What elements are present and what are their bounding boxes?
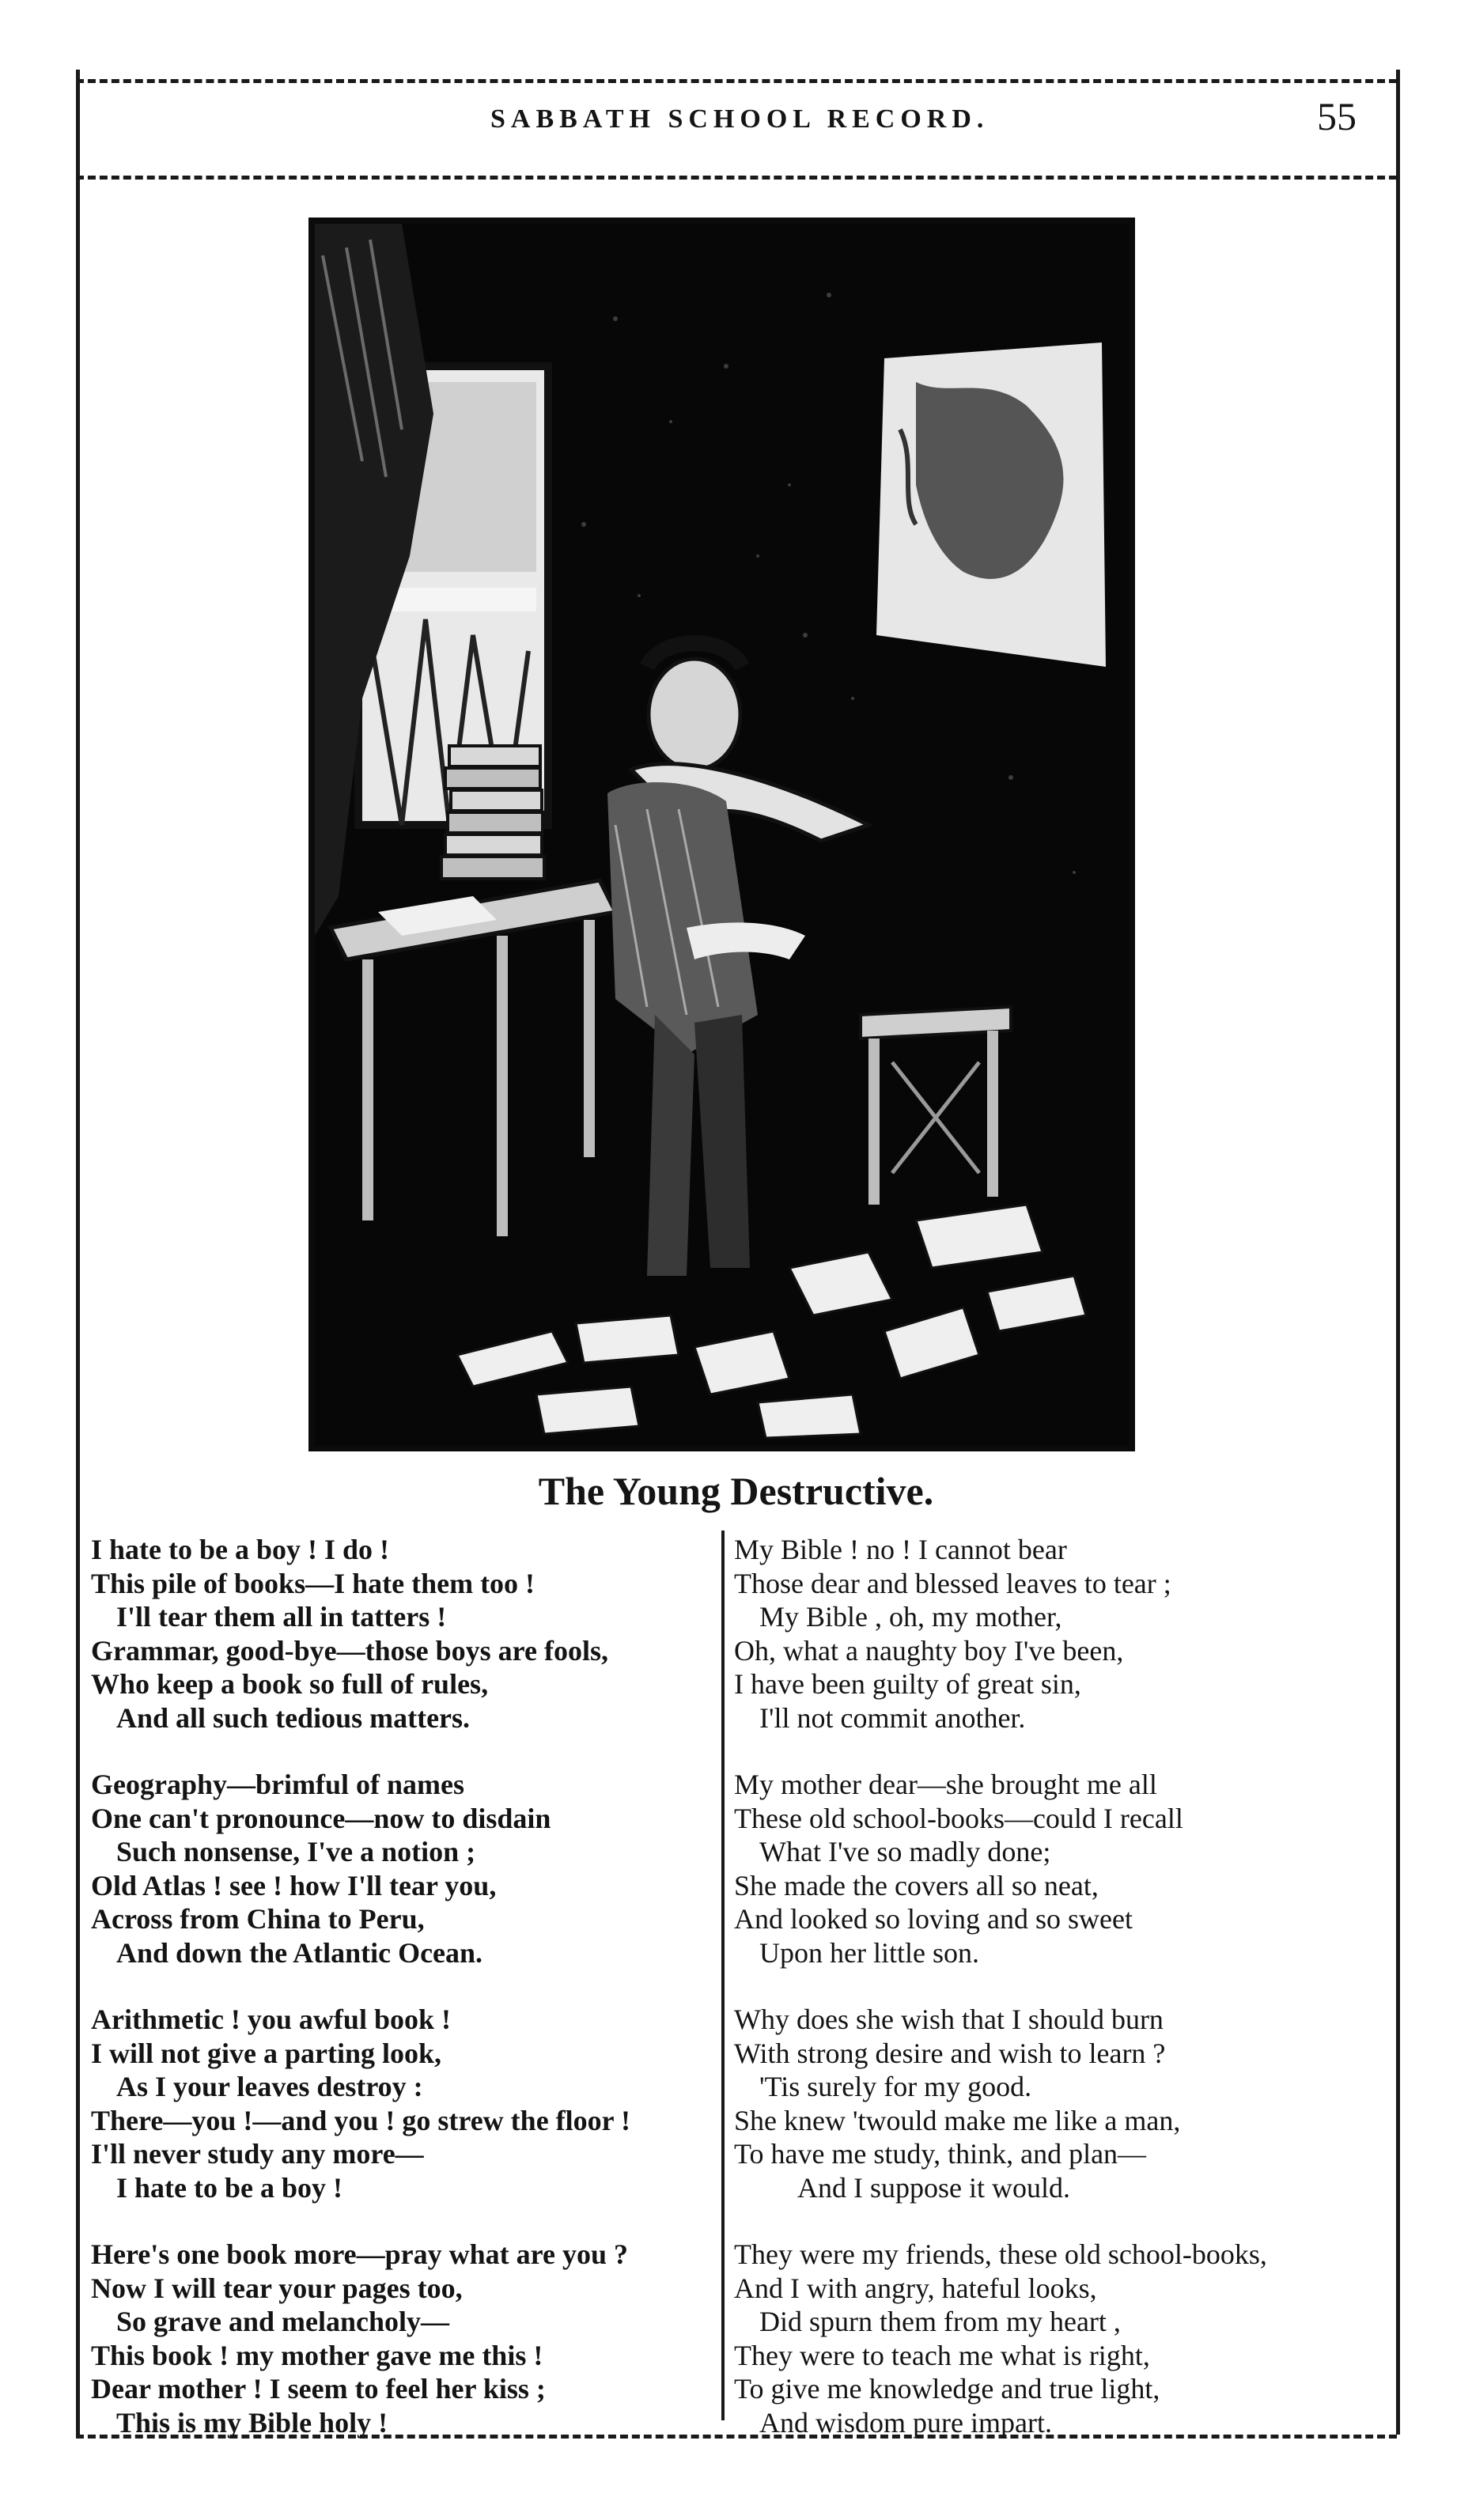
poem-line: This is my Bible holy ! xyxy=(116,2406,388,2439)
poem-line: I will not give a parting look, xyxy=(91,2037,442,2069)
poem-line: I'll never study any more— xyxy=(91,2138,424,2170)
stanza xyxy=(734,2238,1367,2439)
stanza xyxy=(734,2003,1367,2204)
poem-line: My Bible , oh, my mother, xyxy=(759,1601,1062,1633)
poem-line: And I suppose it would. xyxy=(797,2171,1070,2204)
poem-line: Oh, what a naughty boy I've been, xyxy=(734,1634,1124,1667)
poem-line: Old Atlas ! see ! how I'll tear you, xyxy=(91,1869,497,1901)
book-stack xyxy=(441,746,544,879)
stanza xyxy=(91,1768,716,1969)
page-number: 55 xyxy=(1317,94,1357,138)
poem-line: And wisdom pure impart. xyxy=(759,2406,1052,2439)
poem-line: My Bible ! no ! I cannot bear xyxy=(734,1534,1067,1565)
poem-left-column xyxy=(91,1533,716,2473)
poem-line: She made the covers all so neat, xyxy=(734,1869,1099,1901)
poem-line: I hate to be a boy ! I do ! xyxy=(91,1534,390,1565)
poem-line: And looked so loving and so sweet xyxy=(734,1903,1133,1935)
poem-line: Across from China to Peru, xyxy=(91,1903,425,1935)
poem-line: This book ! my mother gave me this ! xyxy=(91,2339,543,2371)
poem-line: Arithmetic ! you awful book ! xyxy=(91,2004,451,2035)
poem-line: Dear mother ! I seem to feel her kiss ; xyxy=(91,2373,546,2405)
poem-line: What I've so madly done; xyxy=(759,1836,1051,1867)
poem-line: I'll not commit another. xyxy=(759,1701,1026,1734)
poem-line: Who keep a book so full of rules, xyxy=(91,1668,489,1700)
poem-line: Now I will tear your pages too, xyxy=(91,2272,463,2304)
poem-line: Grammar, good-bye—those boys are fools, xyxy=(91,1634,608,1667)
poem-line: There—you !—and you ! go strew the floor ! xyxy=(91,2104,630,2136)
poem-line: This pile of books—I hate them too ! xyxy=(91,1567,535,1599)
engraving-boy-with-books-icon xyxy=(308,218,1135,1451)
poem-line: I hate to be a boy ! xyxy=(116,2171,342,2204)
poem-line: My mother dear—she brought me all xyxy=(734,1769,1157,1800)
poem-line: And down the Atlantic Ocean. xyxy=(116,1936,483,1969)
poem-line: With strong desire and wish to learn ? xyxy=(734,2037,1166,2069)
poem-line: And I with angry, hateful looks, xyxy=(734,2272,1097,2304)
stanza xyxy=(91,2238,716,2439)
poem-line: Geography—brimful of names xyxy=(91,1769,464,1800)
poem-line: As I your leaves destroy : xyxy=(116,2071,423,2102)
poem-line: 'Tis surely for my good. xyxy=(759,2071,1032,2102)
poem-line: One can't pronounce—now to disdain xyxy=(91,1802,551,1834)
poem-line: Such nonsense, I've a notion ; xyxy=(116,1836,476,1867)
poem-line: Did spurn them from my heart , xyxy=(759,2306,1121,2337)
poem-line: And all such tedious matters. xyxy=(116,1701,471,1734)
stanza xyxy=(734,1533,1367,1735)
poem-line: She knew 'twould make me like a man, xyxy=(734,2104,1181,2136)
poem-line: They were to teach me what is right, xyxy=(734,2339,1150,2371)
poem-line: Upon her little son. xyxy=(759,1936,979,1969)
stanza xyxy=(91,1533,716,1735)
stanza xyxy=(91,2003,716,2204)
poem-line: To have me study, think, and plan— xyxy=(734,2138,1147,2170)
poem-line: So grave and melancholy— xyxy=(116,2306,450,2337)
poem-title: The Young Destructive. xyxy=(538,1469,934,1513)
poem-line: These old school-books—could I recall xyxy=(734,1802,1183,1834)
poem-line: Here's one book more—pray what are you ? xyxy=(91,2238,628,2270)
top-rule xyxy=(76,79,1397,83)
engraving-illustration xyxy=(315,224,1129,1445)
poem-line: They were my friends, these old school-books, xyxy=(734,2238,1267,2270)
poem-line: Those dear and blessed leaves to tear ; xyxy=(734,1567,1171,1599)
poem-line: Why does she wish that I should burn xyxy=(734,2004,1164,2035)
header-rule xyxy=(76,176,1397,180)
poem-line: To give me knowledge and true light, xyxy=(734,2373,1160,2405)
stanza xyxy=(734,1768,1367,1969)
running-head: SABBATH SCHOOL RECORD. xyxy=(490,104,990,134)
column-divider xyxy=(721,1531,725,2420)
poem-line: I have been guilty of great sin, xyxy=(734,1668,1081,1700)
poem-line: I'll tear them all in tatters ! xyxy=(116,1601,447,1633)
poem-right-column xyxy=(734,1533,1367,2473)
